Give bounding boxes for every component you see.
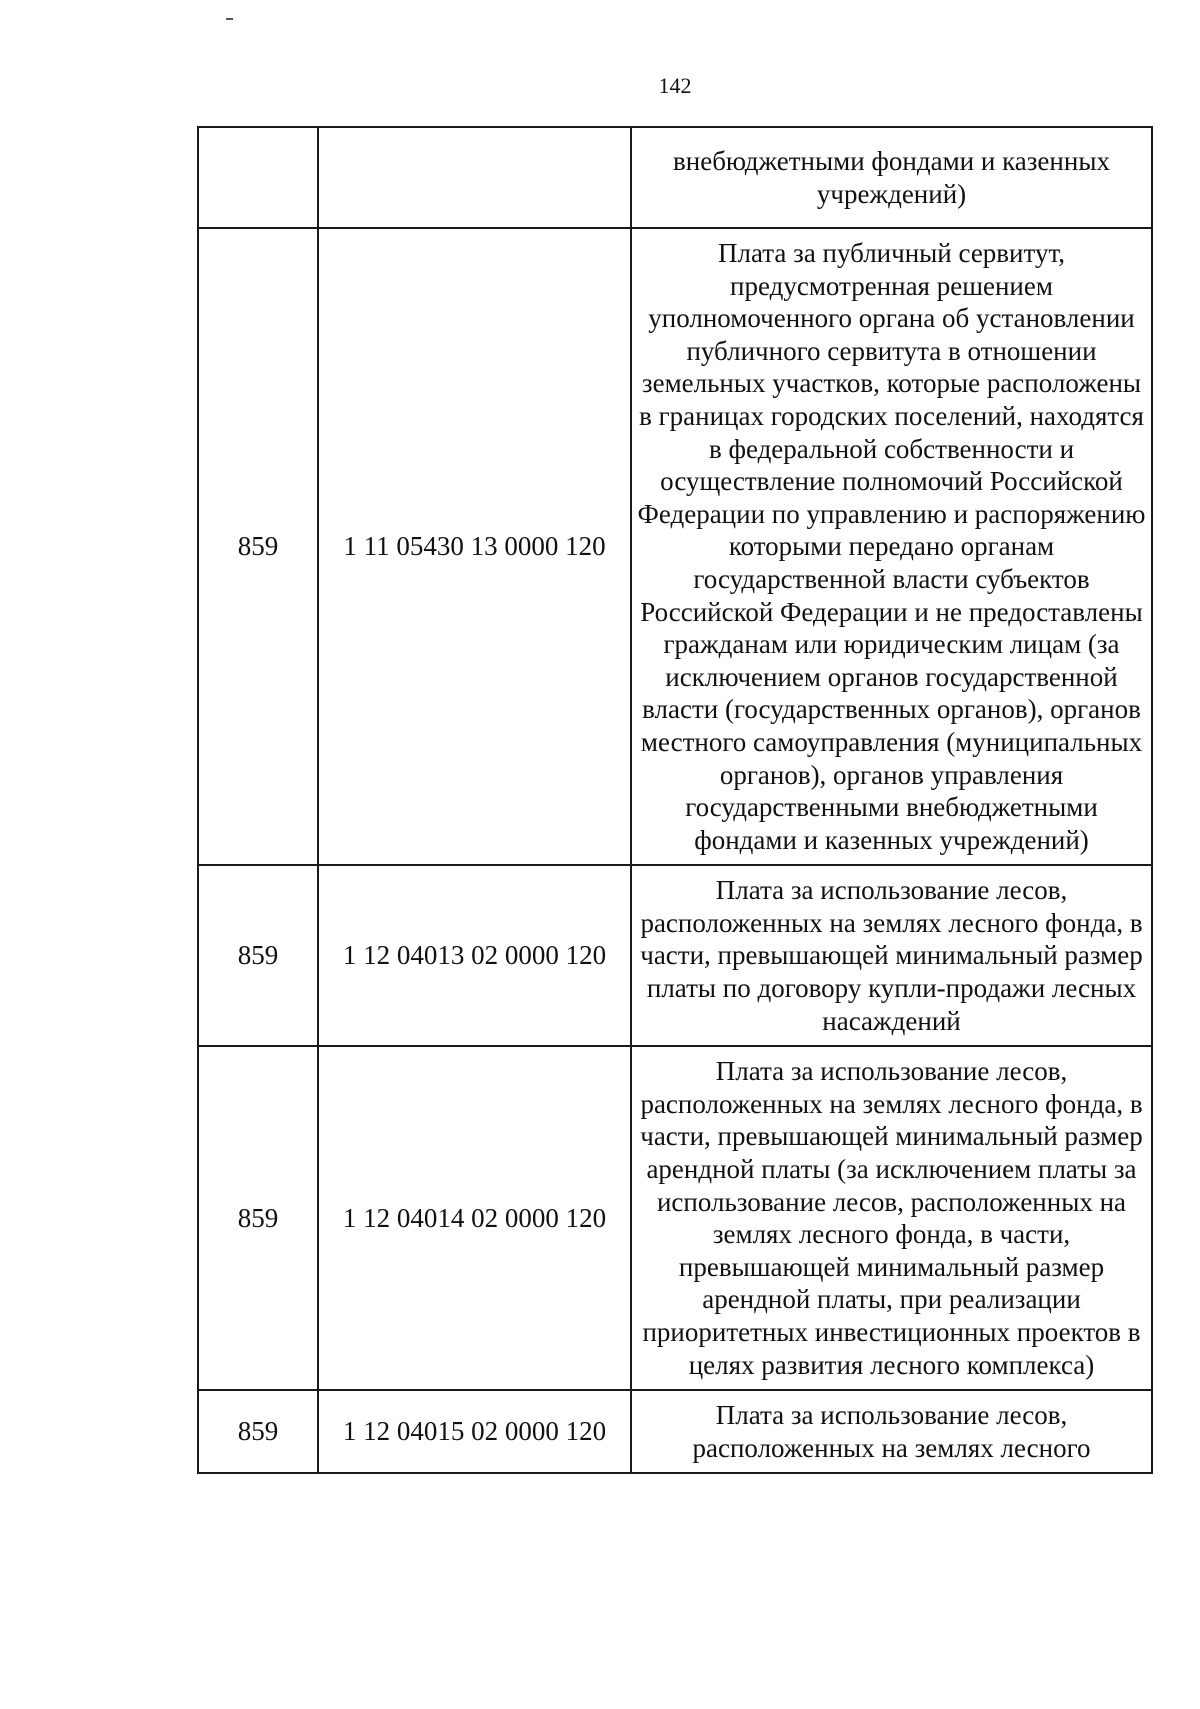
- admin-code-cell: [198, 127, 318, 228]
- admin-code-cell: 859: [198, 1046, 318, 1390]
- revenue-codes-table: [197, 126, 1153, 1474]
- admin-code-cell: 859: [198, 1390, 318, 1473]
- scan-speck: [226, 18, 233, 20]
- table-row: [198, 228, 1152, 865]
- budget-code-cell: 1 12 04015 02 0000 120: [318, 1390, 631, 1473]
- description-cell: внебюджетными фондами и казенных учреждений): [631, 127, 1152, 228]
- description-cell: Плата за использование лесов, расположенных на землях лесного фонда, в части, превышающей минимальный размер платы по договору купли-продажи лесных насаждений: [631, 865, 1152, 1046]
- budget-code-cell: [318, 127, 631, 228]
- table-row: [198, 127, 1152, 228]
- admin-code-cell: 859: [198, 228, 318, 865]
- description-cell: Плата за использование лесов, расположенных на землях лесного фонда, в части, превышающей минимальный размер арендной платы (за исключением платы за использование лесов, расположенных на землях лесного фонда, в части, превышающей минимальный размер арендной платы, при реализации приоритетных инвестиционных проектов в целях развития лесного комплекса): [631, 1046, 1152, 1390]
- table-row: [198, 1046, 1152, 1390]
- admin-code-cell: 859: [198, 865, 318, 1046]
- budget-code-cell: 1 12 04013 02 0000 120: [318, 865, 631, 1046]
- table-row: [198, 865, 1152, 1046]
- budget-code-cell: 1 12 04014 02 0000 120: [318, 1046, 631, 1390]
- page-number: 142: [658, 73, 692, 98]
- description-cell: Плата за использование лесов, расположенных на землях лесного: [631, 1390, 1152, 1473]
- description-cell: Плата за публичный сервитут, предусмотренная решением уполномоченного органа об установлении публичного сервитута в отношении земельных участков, которые расположены в границах городских поселений, находятся в федеральной собственности и осуществление полномочий Российской Федерации по управлению и распоряжению которыми передано органам государственной власти субъектов Российской Федерации и не предоставлены гражданам или юридическим лицам (за исключением органов государственной власти (государственных органов), органов местного самоуправления (муниципальных органов), органов управления государственными внебюджетными фондами и казенных учреждений): [631, 228, 1152, 865]
- budget-code-cell: 1 11 05430 13 0000 120: [318, 228, 631, 865]
- table-row: [198, 1390, 1152, 1473]
